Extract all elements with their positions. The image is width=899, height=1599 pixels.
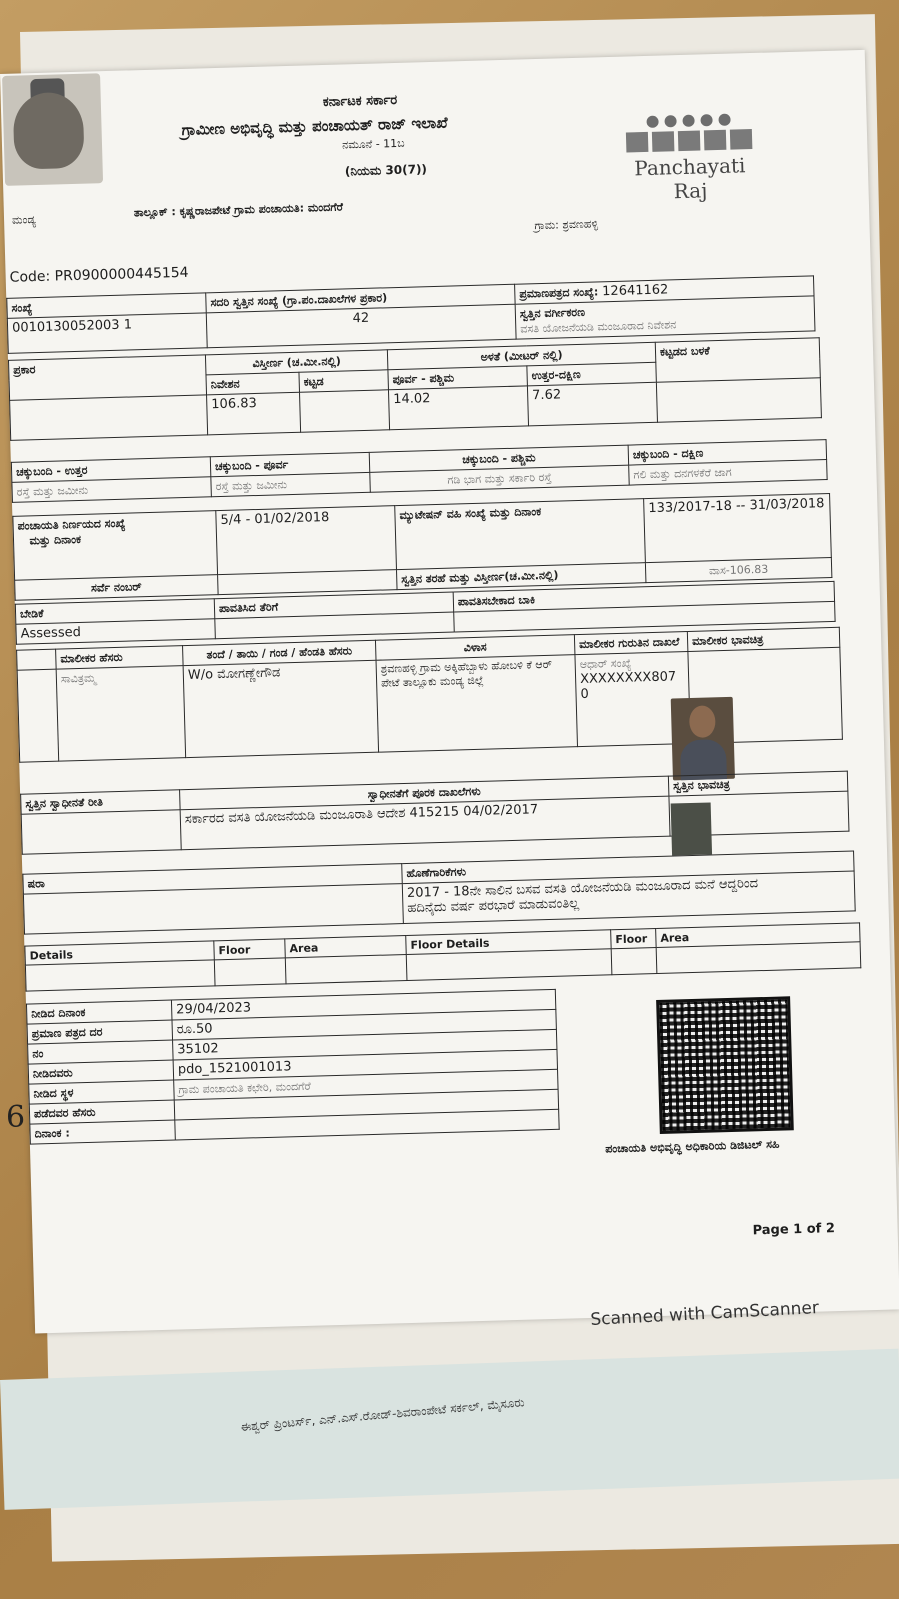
building-label: ಕಟ್ಟಡ (303, 375, 324, 389)
south-label: ಚಕ್ಕುಬಂದಿ - ದಕ್ಷಿಣ (632, 446, 704, 462)
header-govt: ಕರ್ನಾಟಕ ಸರ್ಕಾರ (322, 92, 398, 110)
qr-code-icon (656, 996, 794, 1134)
build-label: ಕಟ್ಟಡದ ಬಳಕೆ (659, 344, 710, 359)
liability-label: ಹೊಣೆಗಾರಿಕೆಗಳು (406, 865, 467, 880)
west-label: ಚಕ್ಕುಬಂದಿ - ಪಶ್ಚಿಮ (462, 451, 536, 467)
cert-value: 12641162 (601, 282, 669, 300)
east-label: ಚಕ್ಕುಬಂದಿ - ಪೂರ್ವ (214, 458, 289, 474)
possession-docs-label: ಸ್ವಾಧೀನತೆಗೆ ಪೂರಕ ದಾಖಲೆಗಳು (367, 784, 481, 802)
property-photo (671, 802, 712, 855)
possession-label: ಸ್ವತ್ತಿನ ಸ್ವಾಧೀನತೆ ರೀತಿ (25, 795, 104, 811)
header-rule: (ನಿಯಮ 30(7)) (344, 162, 428, 179)
property-photo-label: ಸ್ವತ್ತಿನ ಭಾವಚಿತ್ರ (672, 777, 730, 793)
fee-value: ರೂ.50 (176, 1021, 213, 1038)
owner-id-label: ಮಾಲೀಕರ ಗುರುತಿನ ದಾಖಲೆ (578, 635, 680, 652)
ew-label: ಪೂರ್ವ - ಪಶ್ಚಿಮ (392, 371, 455, 387)
page-number: Page 1 of 2 (752, 1221, 836, 1239)
logo-name: Panchayati Raj (634, 153, 746, 204)
ew-value: 14.02 (393, 391, 431, 408)
issue-date-label: ನೀಡಿದ ದಿನಾಂಕ (31, 1005, 86, 1021)
floor-table (24, 922, 861, 991)
area-label-left: Area (289, 941, 319, 956)
relation-label: ತಂದೆ / ತಾಯಿ / ಗಂಡ / ಹೆಂಡತಿ ಹೆಸರು (206, 644, 353, 662)
west-value: ಗಡಿ ಭಾಗ ಮತ್ತು ಸರ್ಕಾರಿ ರಸ್ತೆ (447, 470, 552, 487)
liability-table (22, 850, 855, 934)
boundary-table (11, 439, 828, 503)
property-no-label: ಸಂಖ್ಯೆ (11, 301, 33, 315)
east-value: ರಸ್ತೆ ಮತ್ತು ಜಮೀನು (215, 478, 288, 494)
area-label-right: Area (660, 931, 690, 945)
site-area-value: 106.83 (211, 395, 258, 413)
floor-label-left: Floor (218, 943, 251, 958)
address-label: ವಿಳಾಸ (463, 640, 487, 655)
owner-address: ಶ್ರವಣಹಳ್ಳಿ ಗ್ರಾಮ ಅಕ್ಕಿಹೆಬ್ಬಾಳು ಹೋಬಳಿ ಕೆ ಆರ್ ಪೇಟೆ ತಾಲ್ಲೂಕು ಮಂಡ್ಯ ಜಿಲ್ಲೆ (380, 657, 553, 690)
survey-value: 42 (352, 310, 370, 327)
liability-text: 2017 - 18ನೇ ಸಾಲಿನ ಬಸವ ವಸತಿ ಯೋಜನೆಯಡಿ ಮಂಜೂರಾದ ಮನೆ ಆದ್ದರಿಂದ (406, 876, 759, 901)
north-value: ರಸ್ತೆ ಮತ್ತು ಜಮೀನು (16, 483, 89, 499)
header-village: ಗ್ರಾಮ: ಶ್ರವಣಹಳ್ಳಿ (534, 217, 599, 233)
cert-label: ಪ್ರಮಾಣಪತ್ರದ ಸಂಖ್ಯೆ: (519, 285, 599, 301)
south-value: ಗಲಿ ಮತ್ತು ದನಗಳಕೆರೆ ಜಾಗ (633, 465, 732, 482)
resolution-label: ಪಂಚಾಯತಿ ನಿರ್ಣಯದ ಸಂಖ್ಯೆ (17, 516, 126, 533)
margin-handwritten-mark: 6 (6, 1100, 26, 1135)
site-label: ನಿವೇಶನ (210, 377, 240, 392)
receiver-date-label: ದಿನಾಂಕ : (34, 1126, 70, 1141)
issue-table (26, 989, 560, 1145)
owner-photo-label: ಮಾಲೀಕರ ಭಾವಚಿತ್ರ (691, 632, 764, 648)
header-district: ಮಂಡ್ಯ (11, 213, 37, 227)
header-department: ಗ್ರಾಮೀಣ ಅಭಿವೃದ್ಧಿ ಮತ್ತು ಪಂಚಾಯತ್ ರಾಜ್ ಇಲಾಖೆ (181, 113, 448, 139)
panchayati-raj-logo (613, 113, 765, 205)
owner-name: ಸಾವಿತ್ರಮ್ಮ (60, 671, 97, 686)
survey-label: ಸದರಿ ಸ್ವತ್ತಿನ ಸಂಖ್ಯೆ (ಗ್ರಾ.ಪಂ.ದಾಖಲೆಗಳ ಪ್ರಕಾರ) (210, 291, 388, 310)
owner-relation: W/o ಮೋಗಣ್ಣೇಗೌಡ (187, 665, 281, 683)
digital-signature-label: ಪಂಚಾಯತಿ ಅಭಿವೃದ್ಧಿ ಅಧಿಕಾರಿಯ ಡಿಜಿಟಲ್ ಸಹಿ (605, 1137, 780, 1156)
issue-place: ಗ್ರಾಮ ಪಂಚಾಯತಿ ಕಛೇರಿ, ಮಂದಗೆರೆ (178, 1079, 311, 1097)
resolution-value: 5/4 - 01/02/2018 (220, 509, 330, 529)
area-label: ವಿಸ್ತೀರ್ಣ (ಚ.ಮೀ.ನಲ್ಲಿ) (252, 354, 342, 371)
ns-value: 7.62 (531, 387, 562, 404)
kind-label: ಪ್ರಕಾರ (13, 363, 36, 377)
type-value: ವಸತಿ ಯೋಜನೆಯಡಿ ಮಂಜೂರಾದ ನಿವೇಶನ (520, 318, 677, 336)
possession-table (20, 771, 849, 855)
floor-details-label: Floor Details (410, 936, 490, 952)
ns-label: ಉತ್ತರ-ದಕ್ಷಿಣ (531, 367, 581, 383)
issue-no-label: ನಂ (32, 1047, 44, 1061)
issue-no: 35102 (177, 1041, 219, 1058)
fee-label: ಪ್ರಮಾಣ ಪತ್ರದ ದರ (31, 1025, 103, 1041)
resolution-label-2: ಮತ್ತು ದಿನಾಂಕ (29, 532, 82, 548)
details-label: Details (29, 948, 74, 963)
floor-label-right: Floor (615, 932, 648, 947)
measure-label: ಅಳತೆ (ಮೀಟರ್ ನಲ್ಲಿ) (480, 348, 563, 364)
possession-docs-value: ಸರ್ಕಾರದ ವಸತಿ ಯೋಜನೆಯಡಿ ಮಂಜೂರಾತಿ ಆದೇಶ 415215 04/02/2017 (184, 802, 539, 828)
owner-name-label: ಮಾಲೀಕರ ಹೆಸರು (60, 650, 123, 666)
owner-id-value: XXXXXXXX807 0 (579, 669, 677, 703)
issue-date: 29/04/2023 (175, 1000, 252, 1018)
issued-by-label: ನೀಡಿದವರು (32, 1066, 73, 1081)
remarks-label: ಷರಾ (27, 877, 45, 891)
owner-id-type: ಆಧಾರ್ ಸಂಖ್ಯೆ (579, 656, 632, 672)
property-no-value: 0010130052003 1 (11, 317, 133, 336)
printer-imprint: ಈಶ್ವರ್ ಪ್ರಿಂಟರ್ಸ್, ಎನ್.ಎಸ್.ರೋಡ್-ಶಿವರಾಂಪೇಟೆ ಸರ್ಕಲ್, ಮೈಸೂರು (240, 1395, 526, 1434)
liability-text-2: ಹದಿನೈದು ವರ್ಷ ಪರಭಾರೆ ಮಾಡುವಂತಿಲ್ಲ (407, 896, 580, 916)
owner-photo (671, 697, 735, 781)
demand-label: ಬೇಡಿಕೆ (19, 606, 44, 621)
type-label: ಸ್ವತ್ತಿನ ವರ್ಗೀಕರಣ (519, 305, 586, 321)
north-label: ಚಕ್ಕುಬಂದಿ - ಉತ್ತರ (15, 463, 88, 479)
camscanner-watermark: Scanned with CamScanner (590, 1298, 820, 1330)
property-code: Code: PR0900000445154 (9, 264, 189, 286)
receiver-label: ಪಡೆದವರ ಹೆಸರು (33, 1105, 96, 1121)
certificate-page (0, 50, 899, 1334)
header-form: ನಮೂನೆ - 11ಬ (341, 136, 405, 152)
header-taluk: ತಾಲ್ಲೂಕ್ : ಕೃಷ್ಣರಾಜಪೇಟೆ ಗ್ರಾಮ ಪಂಚಾಯತಿ: ಮಂದಗೆರೆ (133, 200, 344, 220)
issued-by: pdo_1521001013 (177, 1059, 292, 1078)
issue-place-label: ನೀಡಿದ ಸ್ಥಳ (33, 1086, 74, 1101)
assessed-label: Assessed (20, 624, 82, 642)
survey-number-label: ಸರ್ವೆ ನಂಬರ್ (90, 580, 142, 595)
paid-label: ಪಾವತಿಸಿದ ತೆರಿಗೆ (218, 600, 279, 616)
mutation-value: 133/2017-18 -- 31/03/2018 (648, 496, 825, 517)
due-label: ಪಾವತಿಸಬೇಕಾದ ಬಾಕಿ (457, 593, 536, 609)
karnataka-emblem-icon (2, 73, 103, 186)
mutation-label: ಮ್ಯುಟೇಷನ್ ವಹಿ ಸಂಖ್ಯೆ ಮತ್ತು ದಿನಾಂಕ (399, 505, 542, 523)
type-area-value: ವಾಸ-106.83 (708, 562, 769, 578)
dimension-table (8, 337, 822, 441)
type-area-label: ಸ್ವತ್ತಿನ ತರಹೆ ಮತ್ತು ವಿಸ್ತೀರ್ಣ(ಚ.ಮೀ.ನಲ್ಲಿ) (401, 568, 559, 586)
